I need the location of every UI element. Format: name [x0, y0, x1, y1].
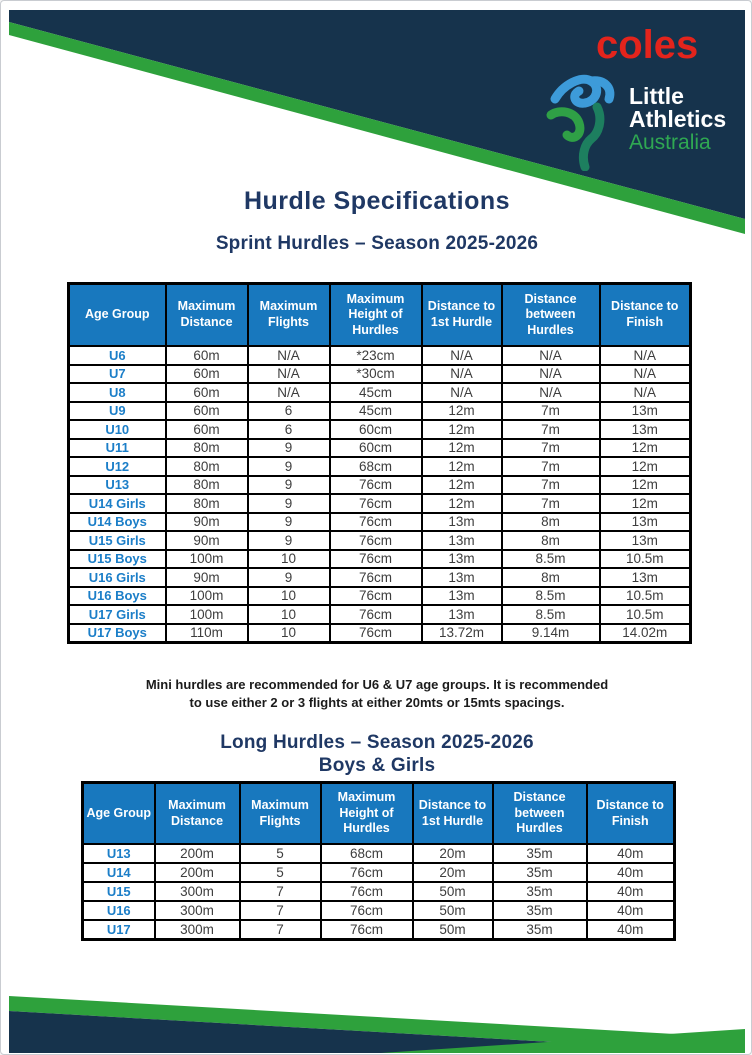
- table-row: [69, 402, 691, 421]
- data-cell: 60m: [166, 402, 248, 421]
- data-cell: 10: [248, 624, 330, 643]
- mini-hurdles-note-line2: to use either 2 or 3 flights at either 20mts or 15mts spacings.: [189, 695, 565, 710]
- data-cell: 7m: [502, 494, 600, 513]
- data-cell: 8m: [502, 531, 600, 550]
- data-cell: 9: [248, 513, 330, 532]
- data-cell: 13m: [600, 513, 691, 532]
- data-cell: 14.02m: [600, 624, 691, 643]
- column-header: Distance to Finish: [587, 783, 675, 845]
- table-row: [69, 550, 691, 569]
- table-row: [69, 457, 691, 476]
- data-cell: 35m: [493, 863, 587, 882]
- data-cell: N/A: [600, 383, 691, 402]
- data-cell: 40m: [587, 901, 675, 920]
- data-cell: 76cm: [330, 531, 422, 550]
- data-cell: 13m: [422, 531, 502, 550]
- table-header-row: [83, 783, 675, 845]
- data-cell: 7m: [502, 402, 600, 421]
- column-header: Distance to 1st Hurdle: [422, 284, 502, 347]
- age-group-cell: U13: [83, 844, 155, 863]
- long-subheading: Boys & Girls: [318, 755, 436, 776]
- data-cell: 7: [240, 920, 321, 940]
- data-cell: N/A: [422, 383, 502, 402]
- table-row: [69, 605, 691, 624]
- data-cell: 300m: [155, 920, 240, 940]
- table-row: [83, 844, 675, 863]
- table-row: [69, 624, 691, 643]
- data-cell: 8m: [502, 568, 600, 587]
- data-cell: 76cm: [330, 550, 422, 569]
- age-group-cell: U15: [83, 882, 155, 901]
- data-cell: 76cm: [330, 494, 422, 513]
- data-cell: 50m: [413, 901, 493, 920]
- data-cell: 68cm: [321, 844, 413, 863]
- la-line2: Athletics: [629, 106, 727, 133]
- age-group-cell: U10: [69, 420, 166, 439]
- data-cell: 35m: [493, 882, 587, 901]
- data-cell: 90m: [166, 531, 248, 550]
- table-row: [69, 346, 691, 365]
- data-cell: 200m: [155, 844, 240, 863]
- age-group-cell: U17 Girls: [69, 605, 166, 624]
- age-group-cell: U11: [69, 439, 166, 458]
- age-group-cell: U6: [69, 346, 166, 365]
- data-cell: 12m: [422, 476, 502, 495]
- table-row: [69, 587, 691, 606]
- table-row: [69, 494, 691, 513]
- data-cell: 80m: [166, 476, 248, 495]
- table-row: [69, 365, 691, 384]
- data-cell: 40m: [587, 863, 675, 882]
- coles-logo: coles: [596, 23, 699, 67]
- data-cell: 7m: [502, 476, 600, 495]
- data-cell: 9.14m: [502, 624, 600, 643]
- data-cell: 8.5m: [502, 587, 600, 606]
- footer-banner: [1, 991, 752, 1055]
- column-header: Distance to 1st Hurdle: [413, 783, 493, 845]
- data-cell: 12m: [600, 494, 691, 513]
- data-cell: 40m: [587, 882, 675, 901]
- table-row: [69, 420, 691, 439]
- la-line3: Australia: [629, 130, 711, 154]
- data-cell: 10.5m: [600, 550, 691, 569]
- column-header: Maximum Height of Hurdles: [321, 783, 413, 845]
- data-cell: 76cm: [330, 624, 422, 643]
- data-cell: 80m: [166, 457, 248, 476]
- age-group-cell: U12: [69, 457, 166, 476]
- data-cell: 45cm: [330, 383, 422, 402]
- age-group-cell: U16 Girls: [69, 568, 166, 587]
- data-cell: 76cm: [330, 513, 422, 532]
- age-group-cell: U9: [69, 402, 166, 421]
- data-cell: N/A: [422, 346, 502, 365]
- column-header: Maximum Distance: [155, 783, 240, 845]
- data-cell: N/A: [600, 346, 691, 365]
- age-group-cell: U7: [69, 365, 166, 384]
- data-cell: 13m: [600, 568, 691, 587]
- data-cell: 10: [248, 605, 330, 624]
- mini-hurdles-note-line1: Mini hurdles are recommended for U6 & U7 age groups. It is recommended: [145, 677, 609, 692]
- age-group-cell: U13: [69, 476, 166, 495]
- data-cell: 10: [248, 587, 330, 606]
- column-header: Maximum Distance: [166, 284, 248, 347]
- data-cell: 13m: [422, 605, 502, 624]
- data-cell: 7: [240, 882, 321, 901]
- column-header: Maximum Height of Hurdles: [330, 284, 422, 347]
- data-cell: 76cm: [321, 920, 413, 940]
- data-cell: 5: [240, 844, 321, 863]
- data-cell: 76cm: [330, 587, 422, 606]
- data-cell: 13m: [422, 550, 502, 569]
- data-cell: 13m: [600, 420, 691, 439]
- data-cell: N/A: [422, 365, 502, 384]
- data-cell: N/A: [248, 346, 330, 365]
- data-cell: 76cm: [330, 568, 422, 587]
- data-cell: 35m: [493, 920, 587, 940]
- data-cell: *30cm: [330, 365, 422, 384]
- data-cell: 9: [248, 439, 330, 458]
- column-header: Distance between Hurdles: [493, 783, 587, 845]
- data-cell: 45cm: [330, 402, 422, 421]
- column-header: Distance between Hurdles: [502, 284, 600, 347]
- data-cell: 13m: [422, 587, 502, 606]
- data-cell: 200m: [155, 863, 240, 882]
- data-cell: 76cm: [330, 605, 422, 624]
- data-cell: 50m: [413, 882, 493, 901]
- column-header: Maximum Flights: [240, 783, 321, 845]
- sprint-hurdles-table: [67, 282, 692, 644]
- table-row: [69, 568, 691, 587]
- table-row: [83, 901, 675, 920]
- age-group-cell: U17: [83, 920, 155, 940]
- age-group-cell: U14 Boys: [69, 513, 166, 532]
- data-cell: 35m: [493, 844, 587, 863]
- data-cell: 9: [248, 476, 330, 495]
- age-group-cell: U16 Boys: [69, 587, 166, 606]
- data-cell: 13m: [422, 568, 502, 587]
- data-cell: 35m: [493, 901, 587, 920]
- data-cell: 8.5m: [502, 605, 600, 624]
- table-row: [69, 439, 691, 458]
- data-cell: 76cm: [321, 863, 413, 882]
- long-hurdles-table: [81, 781, 676, 941]
- little-athletics-wordmark: [629, 85, 726, 153]
- data-cell: 12m: [422, 439, 502, 458]
- table-row: [83, 863, 675, 882]
- data-cell: 60m: [166, 346, 248, 365]
- data-cell: 12m: [600, 457, 691, 476]
- age-group-cell: U8: [69, 383, 166, 402]
- data-cell: 7m: [502, 457, 600, 476]
- data-cell: 80m: [166, 439, 248, 458]
- data-cell: 76cm: [321, 901, 413, 920]
- data-cell: 60cm: [330, 439, 422, 458]
- data-cell: 7m: [502, 439, 600, 458]
- data-cell: N/A: [502, 383, 600, 402]
- data-cell: 12m: [422, 457, 502, 476]
- column-header: Distance to Finish: [600, 284, 691, 347]
- data-cell: 6: [248, 402, 330, 421]
- data-cell: 100m: [166, 587, 248, 606]
- data-cell: 9: [248, 457, 330, 476]
- data-cell: 40m: [587, 920, 675, 940]
- data-cell: 12m: [600, 439, 691, 458]
- data-cell: 13m: [600, 402, 691, 421]
- table-row: [69, 383, 691, 402]
- data-cell: 20m: [413, 844, 493, 863]
- sprint-heading: Sprint Hurdles – Season 2025-2026: [215, 233, 539, 254]
- age-group-cell: U15 Boys: [69, 550, 166, 569]
- column-header: Maximum Flights: [248, 284, 330, 347]
- data-cell: 100m: [166, 550, 248, 569]
- data-cell: 300m: [155, 901, 240, 920]
- data-cell: N/A: [502, 346, 600, 365]
- age-group-cell: U17 Boys: [69, 624, 166, 643]
- data-cell: 80m: [166, 494, 248, 513]
- data-cell: 9: [248, 494, 330, 513]
- data-cell: N/A: [502, 365, 600, 384]
- age-group-cell: U15 Girls: [69, 531, 166, 550]
- data-cell: N/A: [248, 383, 330, 402]
- data-cell: 90m: [166, 513, 248, 532]
- table-row: [69, 513, 691, 532]
- table-row: [69, 476, 691, 495]
- table-row: [83, 920, 675, 940]
- data-cell: 5: [240, 863, 321, 882]
- data-cell: 60cm: [330, 420, 422, 439]
- data-cell: 20m: [413, 863, 493, 882]
- data-cell: 6: [248, 420, 330, 439]
- data-cell: 12m: [422, 494, 502, 513]
- data-cell: 10.5m: [600, 605, 691, 624]
- column-header: Age Group: [69, 284, 166, 347]
- logo-block: [541, 25, 741, 175]
- data-cell: 90m: [166, 568, 248, 587]
- data-cell: 9: [248, 531, 330, 550]
- data-cell: 10: [248, 550, 330, 569]
- age-group-cell: U14: [83, 863, 155, 882]
- data-cell: 68cm: [330, 457, 422, 476]
- data-cell: 8m: [502, 513, 600, 532]
- data-cell: 300m: [155, 882, 240, 901]
- data-cell: 76cm: [321, 882, 413, 901]
- data-cell: 12m: [600, 476, 691, 495]
- page-title: Hurdle Specifications: [243, 187, 511, 215]
- table-header-row: [69, 284, 691, 347]
- data-cell: *23cm: [330, 346, 422, 365]
- data-cell: 13m: [600, 531, 691, 550]
- data-cell: N/A: [600, 365, 691, 384]
- data-cell: 60m: [166, 420, 248, 439]
- data-cell: 60m: [166, 383, 248, 402]
- la-line1: Little: [629, 83, 684, 109]
- data-cell: 12m: [422, 402, 502, 421]
- data-cell: 7m: [502, 420, 600, 439]
- data-cell: 7: [240, 901, 321, 920]
- data-cell: 110m: [166, 624, 248, 643]
- data-cell: 8.5m: [502, 550, 600, 569]
- age-group-cell: U16: [83, 901, 155, 920]
- data-cell: 10.5m: [600, 587, 691, 606]
- data-cell: 9: [248, 568, 330, 587]
- data-cell: 13m: [422, 513, 502, 532]
- table-row: [69, 531, 691, 550]
- data-cell: 40m: [587, 844, 675, 863]
- data-cell: 60m: [166, 365, 248, 384]
- data-cell: 76cm: [330, 476, 422, 495]
- data-cell: N/A: [248, 365, 330, 384]
- long-heading: Long Hurdles – Season 2025-2026: [220, 732, 534, 753]
- data-cell: 13.72m: [422, 624, 502, 643]
- data-cell: 50m: [413, 920, 493, 940]
- little-athletics-ribbon-icon: [541, 67, 627, 171]
- data-cell: 100m: [166, 605, 248, 624]
- age-group-cell: U14 Girls: [69, 494, 166, 513]
- data-cell: 12m: [422, 420, 502, 439]
- column-header: Age Group: [83, 783, 155, 845]
- table-row: [83, 882, 675, 901]
